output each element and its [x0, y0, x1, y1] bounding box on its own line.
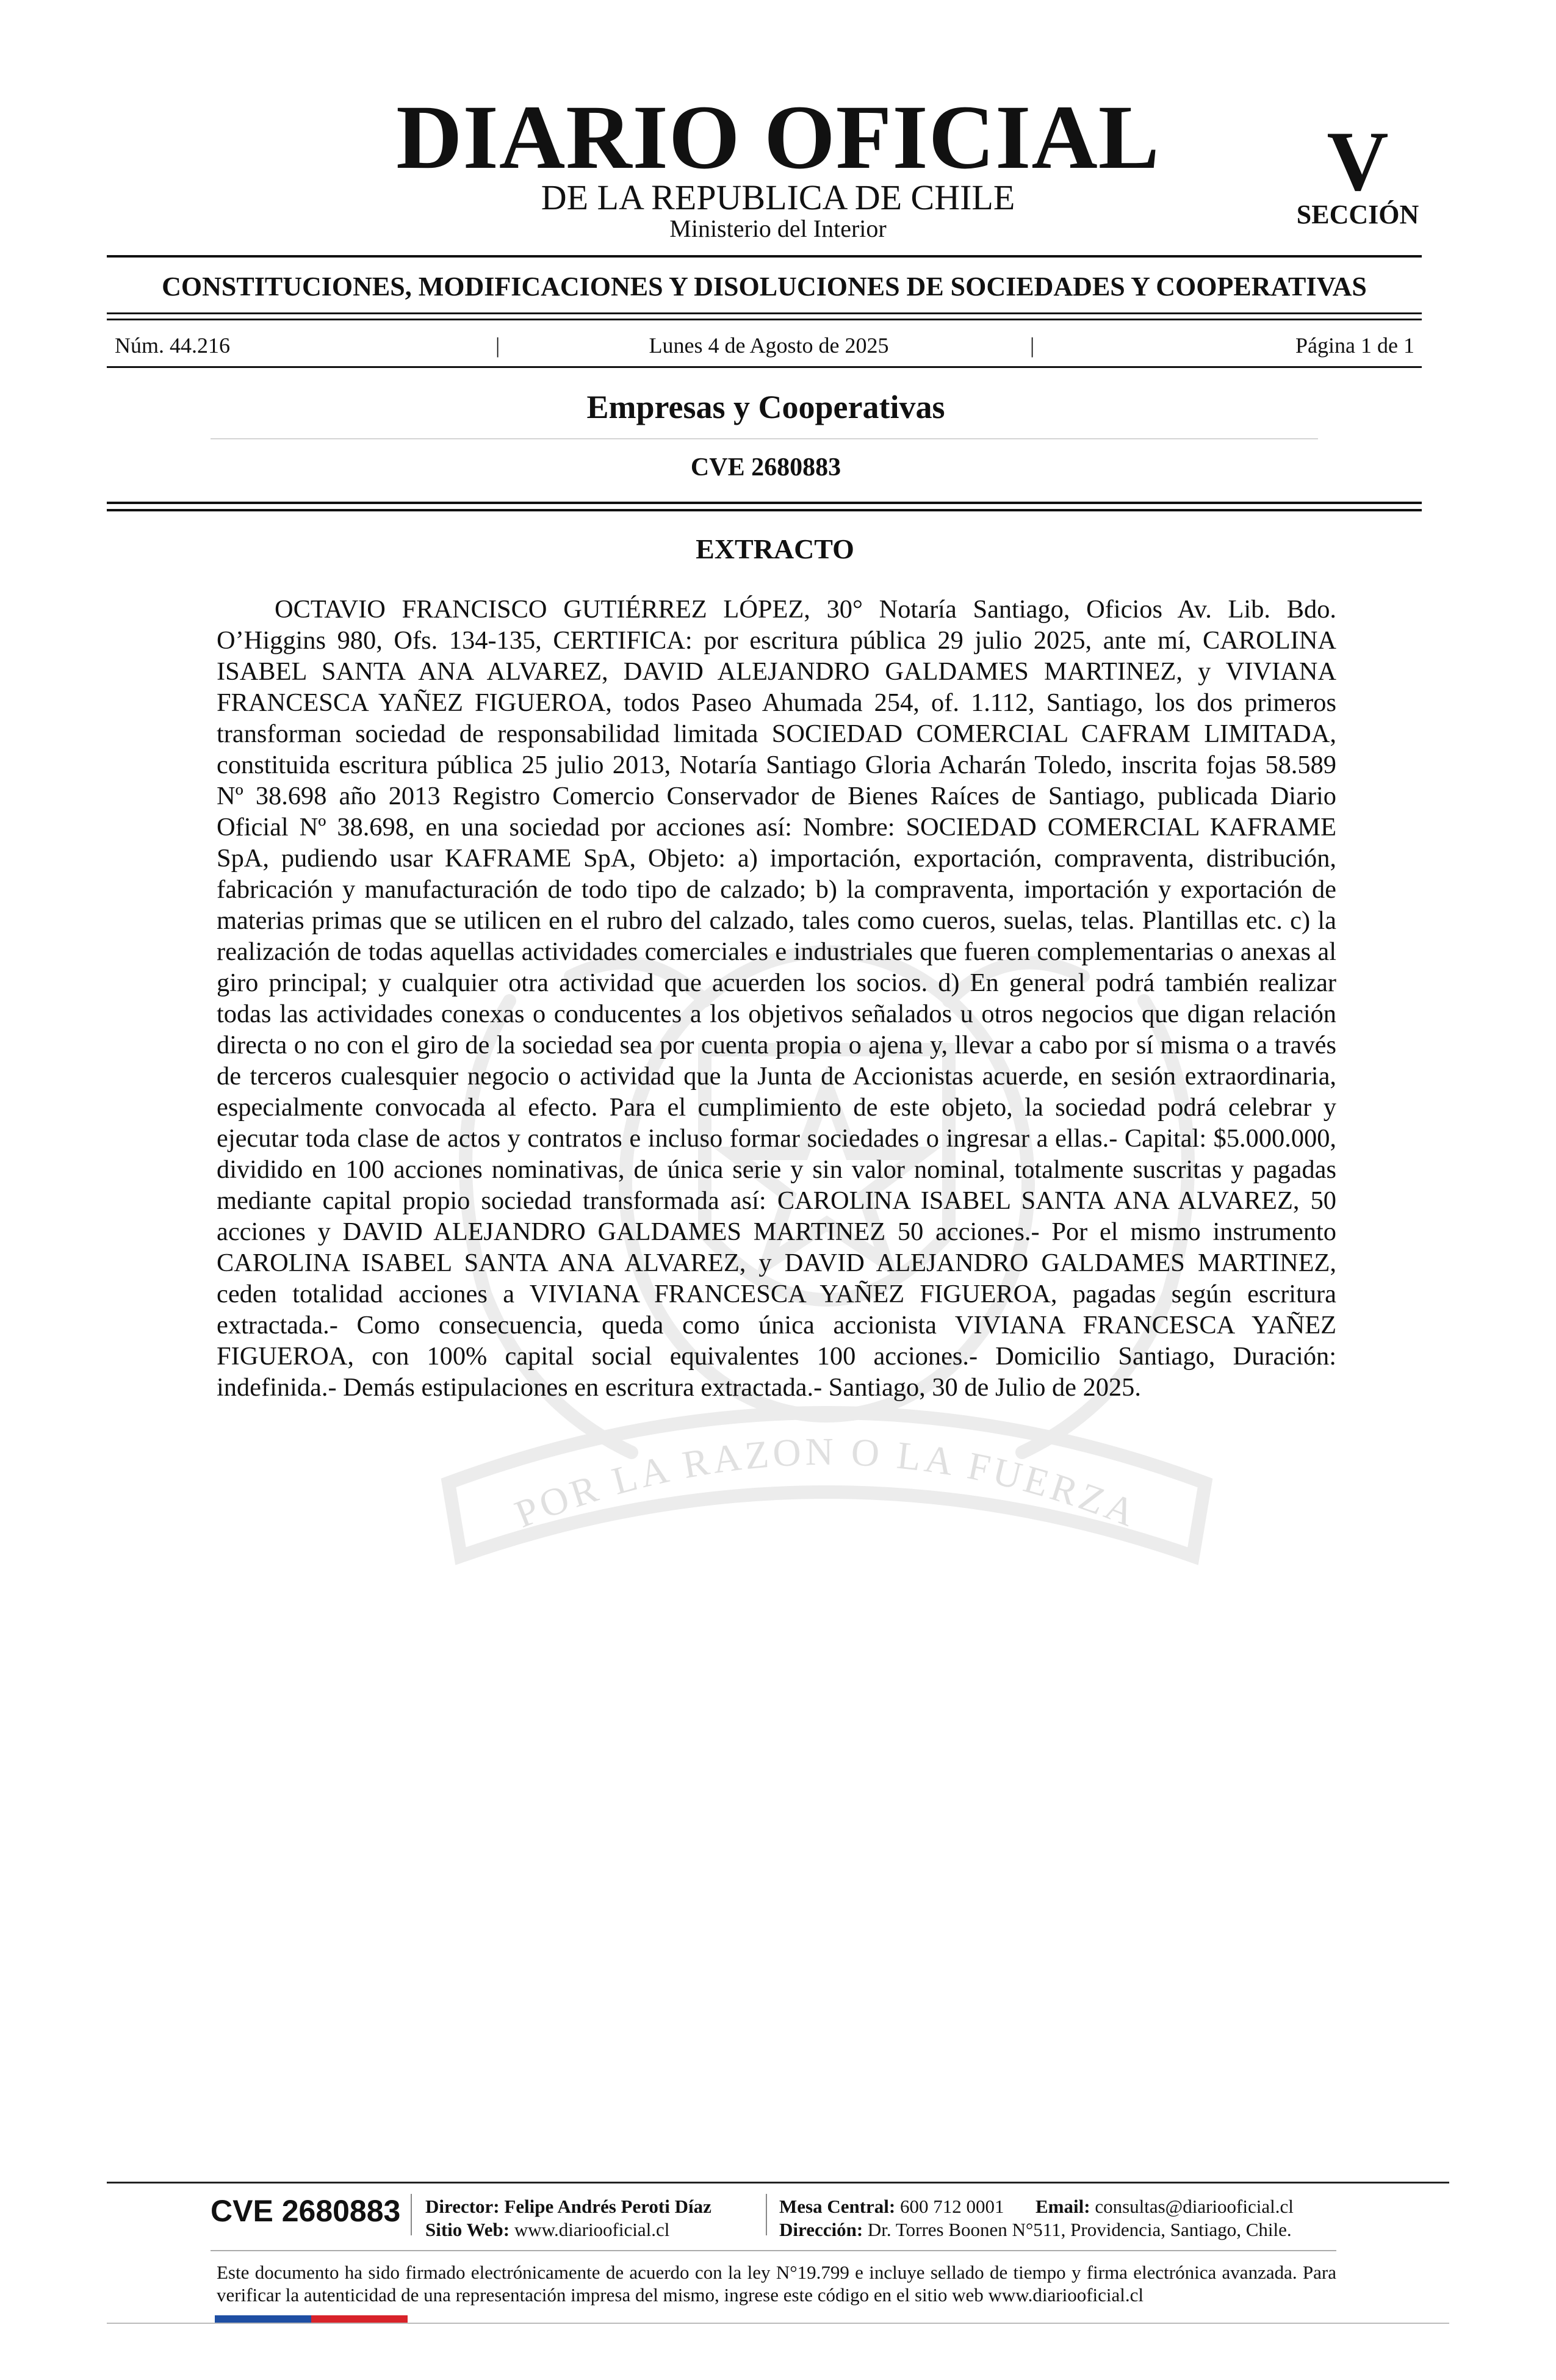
- footer-inner-rule: [211, 2250, 1336, 2251]
- category-title: Empresas y Cooperativas: [586, 389, 945, 425]
- section-letter: V: [1327, 114, 1389, 209]
- footer-cve-code: CVE 2680883: [211, 2194, 401, 2228]
- footer-website: [425, 2220, 669, 2239]
- section-heading-rule-bottom: [107, 319, 1422, 320]
- cve-rule-bottom: [107, 509, 1422, 511]
- category-rule: [211, 438, 1318, 439]
- footer-bottom-rule: [107, 2323, 1449, 2324]
- footer-legal-notice: Este documento ha sido firmado electrónicamente de acuerdo con la ley N°19.799 e incluye sellado de tiempo y firma electrónica avanzada. Para verificar la autenticidad de una representación impresa del mismo, ingrese este código en el sitio web www.diariooficial.cl: [217, 2262, 1336, 2306]
- ministry-label: Ministerio del Interior: [669, 215, 887, 242]
- issue-date: Lunes 4 de Agosto de 2025: [649, 333, 889, 358]
- info-separator: |: [495, 333, 500, 358]
- website-value[interactable]: www.diariooficial.cl: [514, 2219, 670, 2240]
- newspaper-title: DIARIO OFICIAL: [396, 87, 1160, 188]
- info-row-rule: [107, 366, 1422, 368]
- footer-contact: [779, 2197, 1294, 2216]
- footer-address: [779, 2220, 1292, 2239]
- address-label: Dirección:: [779, 2219, 863, 2240]
- section-heading: CONSTITUCIONES, MODIFICACIONES Y DISOLUCIONES DE SOCIEDADES Y COOPERATIVAS: [162, 272, 1367, 301]
- page-indicator: Página 1 de 1: [1295, 333, 1414, 358]
- director-label: Director:: [425, 2196, 500, 2217]
- address-value: Dr. Torres Boonen N°511, Providencia, Santiago, Chile.: [867, 2219, 1292, 2240]
- flag-red-stripe: [311, 2315, 408, 2323]
- website-label: Sitio Web:: [425, 2219, 510, 2240]
- info-separator: |: [1030, 333, 1035, 358]
- motto-text: POR LA RAZON O LA FUERZA: [509, 1429, 1145, 1536]
- footer-rule: [107, 2182, 1449, 2183]
- flag-color-bar: [215, 2315, 408, 2323]
- phone-label: Mesa Central:: [779, 2196, 896, 2217]
- section-label: SECCIÓN: [1296, 200, 1419, 229]
- cve-code: CVE 2680883: [690, 453, 841, 481]
- cve-rule-top: [107, 502, 1422, 504]
- section-heading-rule-top: [107, 312, 1422, 314]
- phone-value: 600 712 0001: [900, 2196, 1004, 2217]
- email-label: Email:: [1036, 2196, 1090, 2217]
- footer-divider: [411, 2194, 412, 2235]
- extract-heading: EXTRACTO: [696, 533, 854, 564]
- masthead-rule: [107, 255, 1422, 258]
- footer-director: [425, 2197, 711, 2216]
- email-value[interactable]: consultas@diariooficial.cl: [1095, 2196, 1294, 2217]
- flag-blue-stripe: [215, 2315, 311, 2323]
- extract-body: OCTAVIO FRANCISCO GUTIÉRREZ LÓPEZ, 30° Notaría Santiago, Oficios Av. Lib. Bdo. O’Higgins 980, Ofs. 134-135, CERTIFICA: por escritura pública 29 julio 2025, ante mí, CAROLINA ISABEL SANTA ANA ALVAREZ, DAVID ALEJANDRO GALDAMES MARTINEZ, y VIVIANA FRANCESCA YAÑEZ FIGUEROA, todos Paseo Ahumada 254, of. 1.112, Santiago, los dos primeros transforman sociedad de responsabilidad limitada SOCIEDAD COMERCIAL CAFRAM LIMITADA, constituida escritura pública 25 julio 2013, Notaría Santiago Gloria Acharán Toledo, inscrita fojas 58.589 Nº 38.698 año 2013 Registro Comercio Conservador de Bienes Raíces de Santiago, publicada Diario Oficial Nº 38.698, en una sociedad por acciones así: Nombre: SOCIEDAD COMERCIAL KAFRAME SpA, pudiendo usar KAFRAME SpA, Objeto: a) importación, exportación, compraventa, distribución, fabricación y manufacturación de todo tipo de calzado; b) la compraventa, importación y exportación de materias primas que se utilicen en el rubro del calzado, tales como cueros, suelas, telas. Plantillas etc. c) la realización de todas aquellas actividades comerciales e industriales que fueren complementarias o anexas al giro principal; y cualquier otra actividad que acuerden los socios. d) En general podrá también realizar todas las actividades conexas o conducentes a los objetivos señalados u otros negocios que digan relación directa o no con el giro de la sociedad sea por cuenta propia o ajena y, llevar a cabo por sí misma o a través de terceros cualesquier negocio o actividad que la Junta de Accionistas acuerde, en sesión extraordinaria, especialmente convocada al efecto. Para el cumplimiento de este objeto, la sociedad podrá celebrar y ejecutar toda clase de actos y contratos e incluso formar sociedades o ingresar a ellas.- Capital: $5.000.000, dividido en 100 acciones nominativas, de única serie y sin valor nominal, totalmente suscritas y pagadas mediante capital propio sociedad transformada así: CAROLINA ISABEL SANTA ANA ALVAREZ, 50 acciones y DAVID ALEJANDRO GALDAMES MARTINEZ 50 acciones.- Por el mismo instrumento CAROLINA ISABEL SANTA ANA ALVAREZ, y DAVID ALEJANDRO GALDAMES MARTINEZ, ceden totalidad acciones a VIVIANA FRANCESCA YAÑEZ FIGUEROA, pagadas según escritura extractada.- Como consecuencia, queda como única accionista VIVIANA FRANCESCA YAÑEZ FIGUEROA, con 100% capital social equivalentes 100 acciones.- Domicilio Santiago, Duración: indefinida.- Demás estipulaciones en escritura extractada.- Santiago, 30 de Julio de 2025.: [217, 595, 1336, 1402]
- director-name: Felipe Andrés Peroti Díaz: [504, 2196, 711, 2217]
- newspaper-subtitle: DE LA REPUBLICA DE CHILE: [541, 178, 1015, 217]
- issue-number: Núm. 44.216: [115, 333, 230, 358]
- footer-divider: [766, 2194, 767, 2235]
